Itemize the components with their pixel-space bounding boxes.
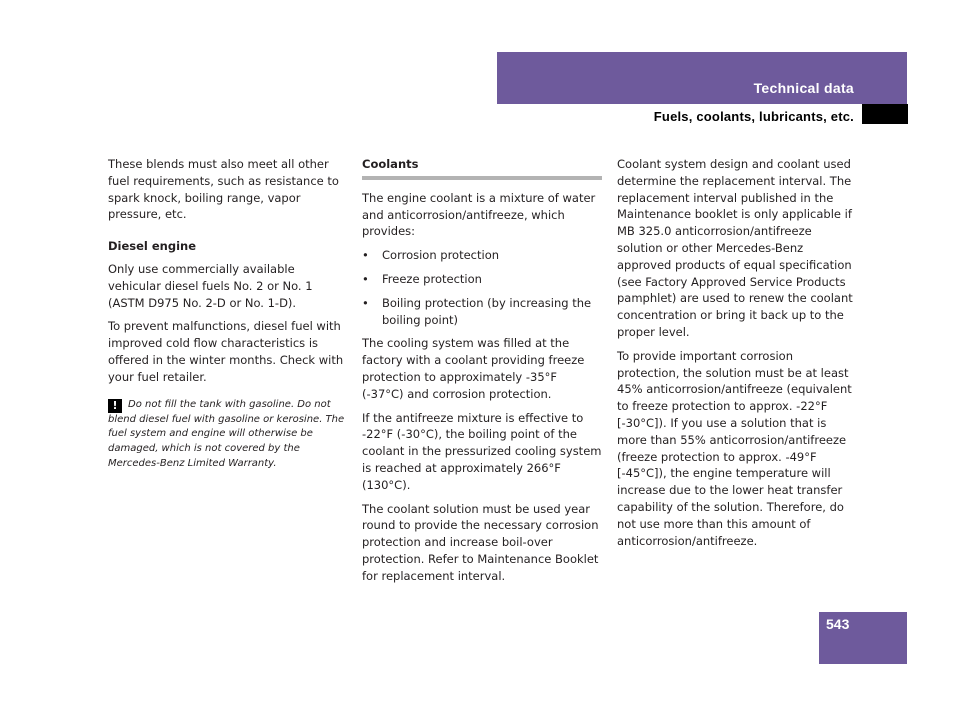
column-left [108,156,346,472]
replacement-interval-paragraph: Coolant system design and coolant used determine the replacement interval. The replacement interval published in the Maintenance booklet is only applicable if MB 325.0 anticorrosion/antifreeze solution or other Mercedes-Benz approved products of equal specification (see Factory Approved Service Products pamphlet) are used to renew the coolant concentration or bring it back up to the proper level. [617,157,853,339]
thumb-tab [862,104,908,124]
list-item: • Freeze protection [362,271,482,286]
bullet-icon: • [362,295,369,310]
coolant-intro-paragraph: The engine coolant is a mixture of water and anticorrosion/antifreeze, which provides: [362,190,596,239]
section-title: Technical data [753,80,854,96]
corrosion-protection-paragraph: To provide important corrosion protection, the solution must be at least 45% anticorrosion/antifreeze (equivalent to freeze protection to approx. -22°F [-30°C]). If you use a solution that is more than 55% anticorrosion/antifreeze (freeze protection to approx. -49°F [-45°C]), the engine temperature will increase due to the lower heat transfer capability of the solution. Therefore, do not use more than this amount of anticorrosion/antifreeze. [617,348,852,548]
warning-note [108,398,346,472]
diesel-engine-heading: Diesel engine [108,239,197,254]
year-round-paragraph: The coolant solution must be used year round to provide the necessary corrosion protection and increase boil-over protection. Refer to Maintenance Booklet for replacement interval. [362,501,599,583]
intro-paragraph: These blends must also meet all other fuel requirements, such as resistance to spark knock, boiling range, vapor pressure, etc. [108,157,339,222]
page-number: 543 [826,616,850,632]
warning-text: Do not fill the tank with gasoline. Do not blend diesel fuel with gasoline or kerosine. The fuel system and engine will otherwise be damaged, which is not covered by the Mercedes-Benz Limited Warranty. [108,398,345,469]
cold-flow-paragraph: To prevent malfunctions, diesel fuel with improved cold flow characteristics is offered in the winter months. Check with your fuel retailer. [108,319,344,384]
header-bar [497,52,907,104]
column-right [617,156,859,556]
column-middle [362,156,602,592]
bullet-icon: • [362,271,369,286]
factory-fill-paragraph: The cooling system was filled at the factory with a coolant providing freeze protection to approximately -35°F (-37°C) and corrosion protection. [362,336,585,401]
boiling-point-paragraph: If the antifreeze mixture is effective to -22°F (-30°C), the boiling point of the coolant in the pressurized cooling system is reached at approximately 266°F (130°C). [362,410,602,492]
warning-icon: ! [108,399,122,413]
diesel-fuel-paragraph: Only use commercially available vehicular diesel fuels No. 2 or No. 1 (ASTM D975 No. 2-D or No. 1-D). [108,261,313,310]
bullet-icon: • [362,248,369,263]
subsection-title: Fuels, coolants, lubricants, etc. [653,109,854,124]
list-item: • Corrosion protection [362,248,500,263]
coolant-benefits-list [362,247,602,328]
list-item: • Boiling protection (by increasing the boiling point) [362,295,592,327]
coolants-heading: Coolants [362,156,602,180]
